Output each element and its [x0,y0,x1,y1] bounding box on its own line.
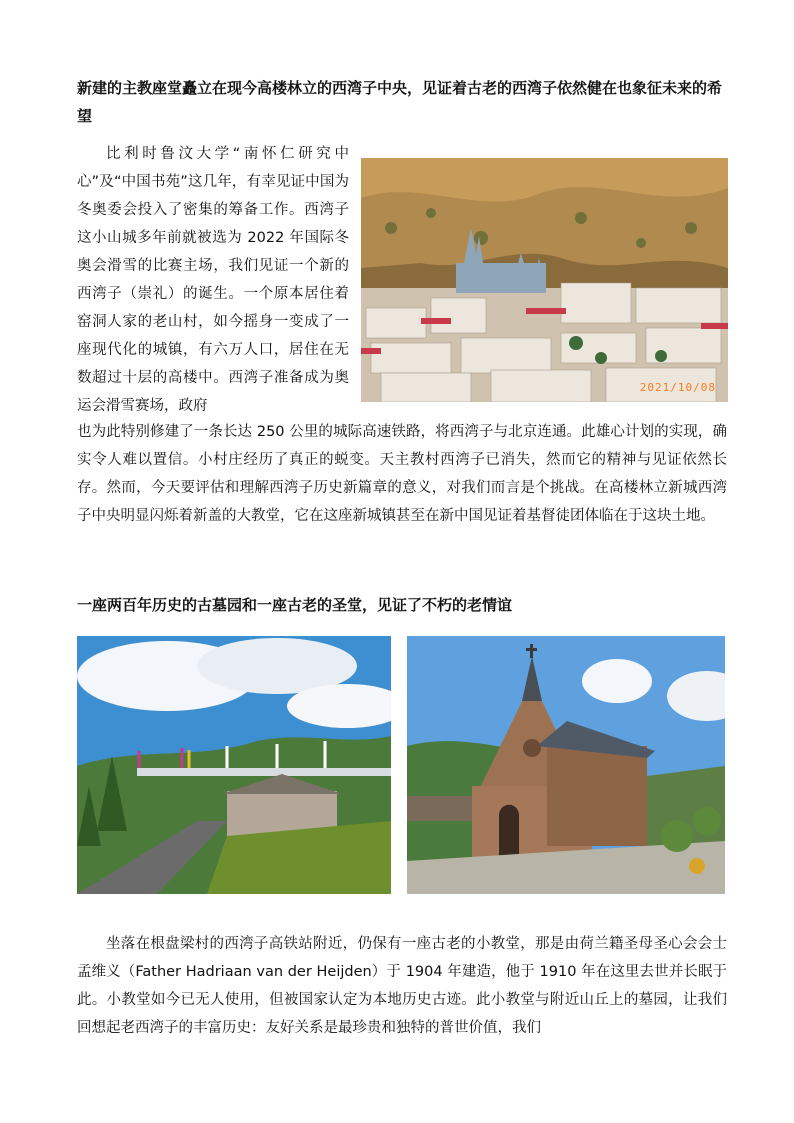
photo-date-stamp: 2021/10/08 [639,381,716,394]
chapel-paragraph: 坐落在根盘梁村的西湾子高铁站附近，仍保有一座古老的小教堂，那是由荷兰籍圣母圣心会会士孟维义（Father Hadriaan van der Heijden）于 1904 年建造，他于 1910 年在这里去世并长眠于此。小教堂如今已无人使用，但被国家认定为本地历史古迹。此小教堂与附近山丘上的墓园，让我们回想起老西湾子的丰富历史：友好关系是最珍贵和独特的普世价值，我们 [77,936,727,1036]
section-heading-cathedral: 新建的主教座堂矗立在现今高楼林立的西湾子中央，见证着古老的西湾子依然健在也象征未来的希望 [77,79,723,125]
section-heading-cemetery: 一座两百年历史的古墓园和一座古老的圣堂，见证了不朽的老情谊 [77,596,513,614]
old-chapel-illustration [407,636,725,894]
cathedral-city-photo [361,158,728,402]
intro-paragraph: 比利时鲁汶大学“南怀仁研究中心”及“中国书苑”这几年，有幸见证中国为冬奥委会投入了密集的筹备工作。西湾子这小山城多年前就被选为 2022 年国际冬奥会滑雪的比赛主场，我们见证一个新的西湾子（崇礼）的诞生。一个原本居住着窑洞人家的老山村，如今摇身一变成了一座现代化的城镇，有六万人口，居住在无数超过十层的高楼中。西湾子准备成为奥运会滑雪赛场，政府 [77,146,349,414]
cathedral-city-illustration [361,158,728,402]
bridge-village-photo [77,636,391,894]
old-chapel-photo [407,636,725,894]
bridge-village-illustration [77,636,391,894]
intro-paragraph-continued: 也为此特别修建了一条长达 250 公里的城际高速铁路，将西湾子与北京连通。此雄心计划的实现，确实令人难以置信。小村庄经历了真正的蜕变。天主教村西湾子已消失，然而它的精神与见证依然长存。然而，今天要评估和理解西湾子历史新篇章的意义，对我们而言是个挑战。在高楼林立新城西湾子中央明显闪烁着新盖的大教堂，它在这座新城镇甚至在新中国见证着基督徒团体临在于这块土地。 [77,424,727,524]
